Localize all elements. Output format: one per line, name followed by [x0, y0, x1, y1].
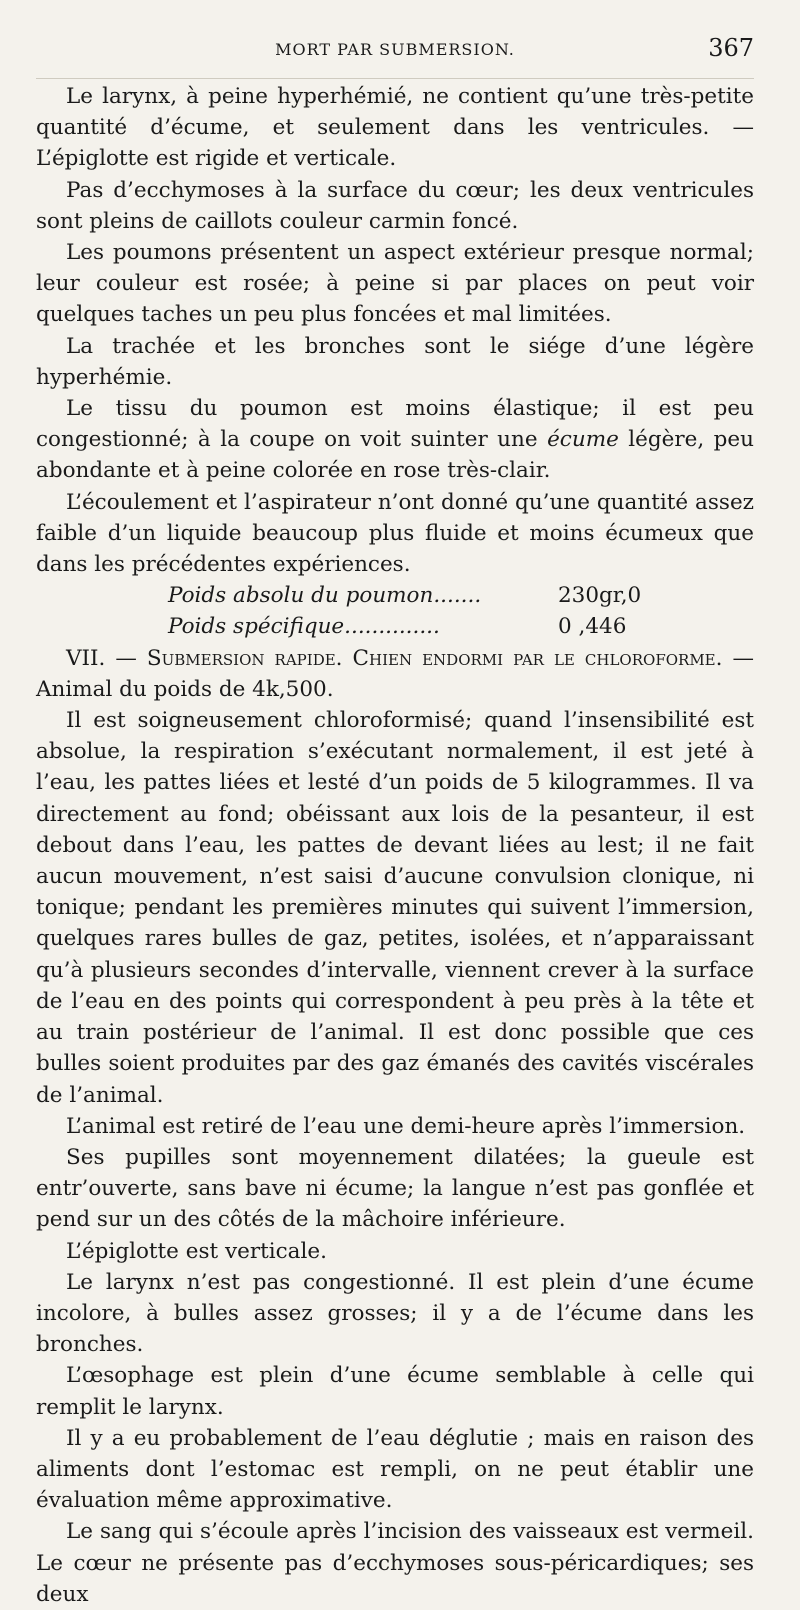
experiment-subtitle: — Animal du poids de 4k,500. — [36, 645, 754, 702]
measurement-value: 0 ,446 — [558, 614, 627, 640]
experiment-title: Submersion rapide. Chien endormi par le chloroforme. — [146, 645, 723, 671]
paragraph: L’épiglotte est verticale. — [66, 1238, 327, 1264]
measurement-row — [36, 580, 754, 611]
paragraph: Il est soigneusement chloroformisé; quand l’insensibilité est absolue, la respiration s’exécutant normalement, il est jeté à l’eau, les pattes liées et lesté d’un poids de 5 kilogrammes. Il va directement au fond; obéissant aux lois de la pesanteur, il est debout dans l’eau, les pattes de devant liées au lest; il ne fait aucun mouvement, n’est saisi d’aucune convulsion clonique, ni tonique; pendant les premières minutes qui suivent l’immersion, quelques rares bulles de gaz, petites, isolées, et n’apparaissant qu’à plusieurs secondes d’intervalle, viennent crever à la surface de l’eau en des points qui correspondent à peu près à la tête et au train postérieur de l’animal. Il est donc possible que ces bulles soient produites par des gaz émanés des cavités viscérales de l’animal. — [36, 708, 754, 1108]
emphasis: écume — [547, 427, 619, 453]
paragraph: L’écoulement et l’aspirateur n’ont donné qu’une quantité assez faible d’un liquide beaucoup plus fluide et moins écumeux que dans les précédentes expériences. — [36, 489, 754, 578]
paragraph: Le larynx, à peine hyperhémié, ne contient qu’une très-petite quantité d’écume, et seulement dans les ventricules. — L’épiglotte est rigide et verticale. — [36, 84, 754, 172]
measurement-value: 230gr,0 — [558, 583, 642, 609]
paragraph: Les poumons présentent un aspect extérieur presque normal; leur couleur est rosée; à peine si par places on peut voir quelques taches un peu plus foncées et mal limitées. — [36, 240, 754, 328]
measurement-label: Poids spécifique.............. — [168, 614, 440, 640]
measurement-row — [36, 611, 754, 642]
text-run: Le tissu du poumon est moins élastique; il est peu congestionné; à la coupe on voit suinter une — [36, 396, 754, 453]
experiment-number: VII. — — [66, 645, 147, 671]
running-title: MORT PAR SUBMERSION. — [275, 40, 515, 59]
paragraph: La trachée et les bronches sont le siége d’une légère hyperhémie. — [36, 333, 754, 390]
paragraph — [36, 393, 754, 487]
experiment-heading — [36, 643, 754, 705]
measurement-label: Poids absolu du poumon....... — [168, 583, 482, 609]
paragraph: Le larynx n’est pas congestionné. Il est plein d’une écume incolore, à bulles assez grosses; il y a de l’écume dans les bronches. — [36, 1269, 754, 1358]
paragraph: Ses pupilles sont moyennement dilatées; la gueule est entr’ouverte, sans bave ni écume; la langue n’est pas gonflée et pend sur un des côtés de la mâchoire inférieure. — [36, 1144, 754, 1233]
paragraph: L’œsophage est plein d’une écume semblable à celle qui remplit le larynx. — [36, 1363, 754, 1420]
text-run: légère, peu abondante et à peine colorée en rose très-clair. — [36, 427, 754, 484]
paragraph: Le sang qui s’écoule après l’incision des vaisseaux est vermeil. Le cœur ne présente pas d’ecchymoses sous-péricardiques; ses deux — [36, 1519, 754, 1607]
paragraph: Il y a eu probablement de l’eau déglutie ; mais en raison des aliments dont l’estomac est rempli, on ne peut établir une évaluation même approximative. — [36, 1425, 754, 1514]
paragraph: L’animal est retiré de l’eau une demi-heure après l’immersion. — [66, 1113, 746, 1139]
paragraph: Pas d’ecchymoses à la surface du cœur; les deux ventricules sont pleins de caillots couleur carmin foncé. — [36, 177, 754, 234]
body-text — [36, 81, 754, 1610]
running-head — [36, 34, 754, 79]
page-number: 367 — [708, 34, 754, 62]
